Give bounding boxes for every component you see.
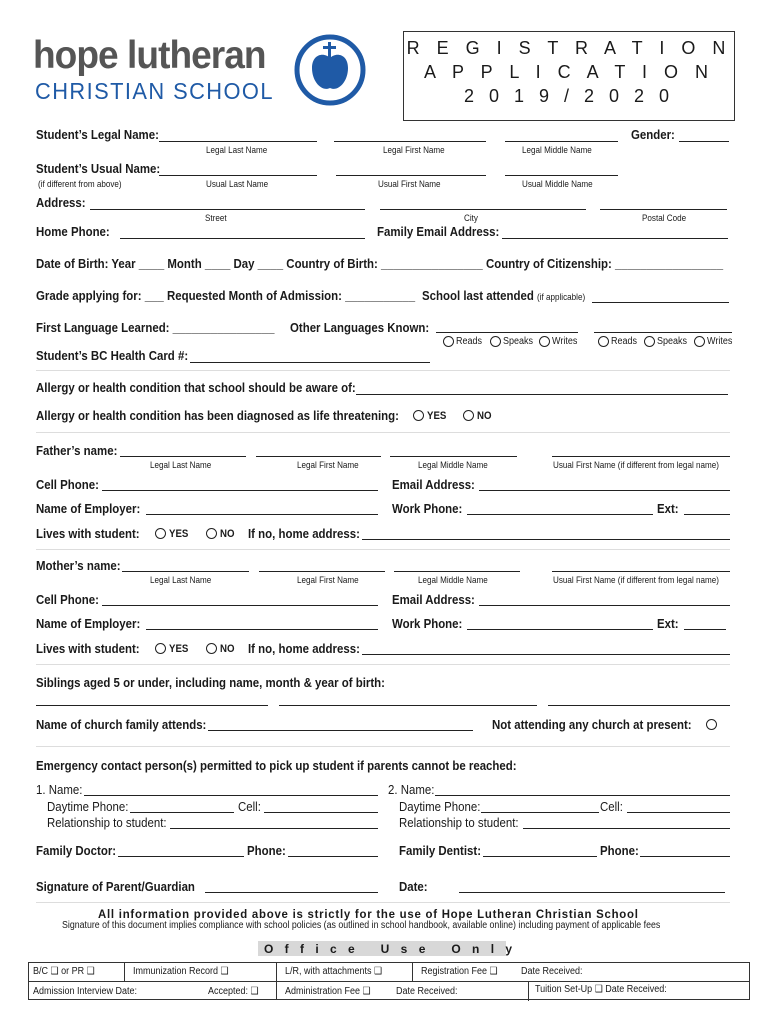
father-lives-label: Lives with student: [36, 526, 140, 541]
other-languages-label: Other Languages Known: [290, 320, 430, 335]
mother-email-label: Email Address: [392, 592, 475, 607]
emergency-2-cell-field[interactable] [627, 812, 730, 813]
father-usual-caption: Usual First Name (if different from legal name) [553, 460, 719, 470]
father-ext-label: Ext: [657, 501, 679, 516]
mother-name-label: Mother’s name: [36, 558, 121, 573]
logo-bottom-text: CHRISTIAN SCHOOL [35, 78, 274, 104]
other-language-1-field[interactable] [436, 332, 578, 333]
father-employer-label: Name of Employer: [36, 501, 141, 516]
student-legal-name-label: Student’s Legal Name: [36, 127, 159, 142]
health-card-label: Student’s BC Health Card #: [36, 348, 189, 363]
father-cell-field[interactable] [102, 490, 378, 491]
emergency-2-name-label: 2. Name: [388, 782, 435, 797]
interview-date: Admission Interview Date: [33, 986, 138, 997]
sibling-3-field[interactable] [548, 705, 730, 706]
legal-last-field[interactable] [159, 141, 317, 142]
father-lives-yes-radio[interactable] [155, 528, 166, 539]
emergency-2-daytime-field[interactable] [481, 812, 599, 813]
emergency-1-relationship-field[interactable] [170, 828, 378, 829]
postal-caption: Postal Code [642, 213, 687, 223]
mother-last-caption: Legal Last Name [150, 575, 212, 585]
city-field[interactable] [380, 209, 586, 210]
other-language-2-field[interactable] [594, 332, 732, 333]
signature-field[interactable] [205, 892, 378, 893]
father-last-field[interactable] [120, 456, 246, 457]
emergency-title: Emergency contact person(s) permitted to pick up student if parents cannot be reached: [36, 758, 517, 773]
father-if-no-label: If no, home address: [248, 526, 360, 541]
lang2-writes-label: Writes [707, 336, 733, 347]
father-last-caption: Legal Last Name [150, 460, 212, 470]
home-phone-field[interactable] [120, 238, 365, 239]
admin-fee-check[interactable]: Administration Fee ❑ [285, 986, 371, 997]
implies-text: Signature of this document implies compliance with school policies (as outlined in school handbook, available online) including payment of applicable fees [62, 920, 661, 931]
signature-label: Signature of Parent/Guardian [36, 879, 195, 894]
emergency-2-relationship-label: Relationship to student: [399, 815, 519, 830]
city-caption: City [464, 213, 478, 223]
mother-ext-field[interactable] [684, 629, 726, 630]
immunization-check[interactable]: Immunization Record ❑ [133, 966, 229, 977]
mother-employer-field[interactable] [146, 629, 378, 630]
divider [36, 370, 730, 371]
first-language-label: First Language Learned: ________________ [36, 320, 275, 335]
not-attending-radio[interactable] [706, 719, 717, 730]
mother-last-field[interactable] [122, 571, 249, 572]
address-label: Address: [36, 195, 86, 210]
doctor-label: Family Doctor: [36, 843, 117, 858]
office-use-label: O f f i c e U s e O n l y [264, 942, 517, 956]
church-field[interactable] [208, 730, 473, 731]
father-email-label: Email Address: [392, 477, 475, 492]
bc-pr-check[interactable]: B/C ❑ or PR ❑ [33, 966, 95, 977]
street-caption: Street [205, 213, 227, 223]
father-name-label: Father’s name: [36, 443, 118, 458]
father-lives-no-label: NO [220, 528, 235, 540]
allergy-field[interactable] [356, 394, 728, 395]
emergency-2-name-field[interactable] [435, 795, 730, 796]
emergency-2-relationship-field[interactable] [523, 828, 730, 829]
emergency-1-daytime-label: Daytime Phone: [47, 799, 129, 814]
doctor-phone-field[interactable] [288, 856, 378, 857]
usual-middle-field[interactable] [505, 175, 618, 176]
lang2-writes-radio[interactable] [694, 336, 705, 347]
lang1-speaks-label: Speaks [503, 336, 534, 347]
father-employer-field[interactable] [146, 514, 378, 515]
divider [36, 746, 730, 747]
father-home-address-field[interactable] [362, 539, 730, 540]
not-attending-label: Not attending any church at present: [492, 717, 692, 732]
family-email-label: Family Email Address: [377, 224, 500, 239]
if-applicable-caption: (if applicable) [537, 292, 586, 302]
usual-middle-caption: Usual Middle Name [522, 179, 593, 189]
mother-lives-yes-label: YES [169, 643, 189, 655]
mother-lives-yes-radio[interactable] [155, 643, 166, 654]
mother-lives-no-label: NO [220, 643, 235, 655]
home-phone-label: Home Phone: [36, 224, 110, 239]
reg-fee-check[interactable]: Registration Fee ❑ [421, 966, 498, 977]
lang1-reads-label: Reads [456, 336, 483, 347]
apple-cross-icon [294, 34, 366, 106]
emergency-1-cell-label: Cell: [238, 799, 261, 814]
legal-first-field[interactable] [334, 141, 486, 142]
usual-first-field[interactable] [336, 175, 486, 176]
lang2-speaks-radio[interactable] [644, 336, 655, 347]
father-first-caption: Legal First Name [297, 460, 359, 470]
date-field[interactable] [459, 892, 725, 893]
lang1-writes-radio[interactable] [539, 336, 550, 347]
gender-label: Gender: [631, 127, 675, 142]
doctor-phone-label: Phone: [247, 843, 286, 858]
lang1-writes-label: Writes [552, 336, 578, 347]
mother-home-address-field[interactable] [362, 654, 730, 655]
emergency-1-name-label: 1. Name: [36, 782, 83, 797]
mother-cell-label: Cell Phone: [36, 592, 99, 607]
lang1-speaks-radio[interactable] [490, 336, 501, 347]
divider [36, 432, 730, 433]
father-email-field[interactable] [479, 490, 730, 491]
usual-first-caption: Usual First Name [378, 179, 441, 189]
logo-top-text: hope lutheran [33, 34, 266, 77]
father-work-label: Work Phone: [392, 501, 463, 516]
divider [36, 664, 730, 665]
health-card-field[interactable] [190, 362, 430, 363]
dentist-phone-label: Phone: [600, 843, 639, 858]
school-last-field[interactable] [592, 302, 729, 303]
gender-field[interactable] [679, 141, 729, 142]
notice-text: All information provided above is strictly for the use of Hope Lutheran Christian School [98, 907, 639, 921]
date-received-2: Date Received: [396, 986, 458, 997]
father-usual-field[interactable] [552, 456, 730, 457]
father-work-field[interactable] [467, 514, 653, 515]
mother-first-field[interactable] [259, 571, 385, 572]
lang2-reads-label: Reads [611, 336, 638, 347]
allergy-label: Allergy or health condition that school should be aware of: [36, 380, 356, 395]
lang2-reads-radio[interactable] [598, 336, 609, 347]
sibling-1-field[interactable] [36, 705, 268, 706]
legal-middle-field[interactable] [505, 141, 618, 142]
mother-lives-no-radio[interactable] [206, 643, 217, 654]
life-threatening-yes-label: YES [427, 410, 447, 422]
father-middle-field[interactable] [390, 456, 517, 457]
mother-work-field[interactable] [467, 629, 653, 630]
dentist-phone-field[interactable] [640, 856, 730, 857]
father-lives-yes-label: YES [169, 528, 189, 540]
school-last-label: School last attended [422, 288, 534, 303]
date-received-1: Date Received: [521, 966, 583, 977]
mother-middle-caption: Legal Middle Name [418, 575, 488, 585]
sibling-2-field[interactable] [279, 705, 537, 706]
dentist-label: Family Dentist: [399, 843, 482, 858]
divider [36, 902, 730, 903]
father-ext-field[interactable] [684, 514, 730, 515]
accepted-check[interactable]: Accepted: ❑ [208, 986, 259, 997]
mother-cell-field[interactable] [102, 605, 378, 606]
postal-field[interactable] [600, 209, 727, 210]
lang1-reads-radio[interactable] [443, 336, 454, 347]
lang2-speaks-label: Speaks [657, 336, 688, 347]
family-email-field[interactable] [502, 238, 728, 239]
father-lives-no-radio[interactable] [206, 528, 217, 539]
emergency-1-cell-field[interactable] [264, 812, 378, 813]
tuition-check[interactable]: Tuition Set-Up ❑ Date Received: [535, 984, 667, 995]
mother-if-no-label: If no, home address: [248, 641, 360, 656]
emergency-1-relationship-label: Relationship to student: [47, 815, 167, 830]
grade-row: Grade applying for: ___ Requested Month of Admission: ___________ [36, 288, 416, 303]
mother-work-label: Work Phone: [392, 616, 463, 631]
mother-email-field[interactable] [479, 605, 730, 606]
mother-ext-label: Ext: [657, 616, 679, 631]
lr-check[interactable]: L/R, with attachments ❑ [285, 966, 383, 977]
life-threatening-no-label: NO [477, 410, 492, 422]
father-cell-label: Cell Phone: [36, 477, 99, 492]
legal-last-caption: Legal Last Name [206, 145, 268, 155]
dob-row: Date of Birth: Year ____ Month ____ Day ____ Country of Birth: ________________ Country of Citizenship: _________________ [36, 256, 724, 271]
allergy-life-label: Allergy or health condition has been diagnosed as life threatening: [36, 408, 399, 423]
title-line-2: A P P L I C A T I O N [423, 62, 715, 82]
life-threatening-yes-radio[interactable] [413, 410, 424, 421]
usual-last-field[interactable] [159, 175, 317, 176]
usual-last-caption: Usual Last Name [206, 179, 269, 189]
emergency-2-daytime-label: Daytime Phone: [399, 799, 481, 814]
emergency-2-cell-label: Cell: [600, 799, 623, 814]
title-line-1: R E G I S T R A T I O N [406, 38, 732, 58]
if-different-caption: (if different from above) [38, 179, 122, 189]
student-usual-name-label: Student’s Usual Name: [36, 161, 161, 176]
father-first-field[interactable] [256, 456, 381, 457]
emergency-1-name-field[interactable] [84, 795, 378, 796]
life-threatening-no-radio[interactable] [463, 410, 474, 421]
date-label: Date: [399, 879, 428, 894]
registration-title-box [403, 31, 735, 121]
legal-middle-caption: Legal Middle Name [522, 145, 592, 155]
divider [36, 549, 730, 550]
dentist-field[interactable] [483, 856, 597, 857]
church-label: Name of church family attends: [36, 717, 207, 732]
mother-usual-field[interactable] [552, 571, 730, 572]
father-middle-caption: Legal Middle Name [418, 460, 488, 470]
siblings-label: Siblings aged 5 or under, including name, month & year of birth: [36, 675, 385, 690]
mother-first-caption: Legal First Name [297, 575, 359, 585]
doctor-field[interactable] [118, 856, 244, 857]
street-field[interactable] [90, 209, 365, 210]
mother-middle-field[interactable] [394, 571, 520, 572]
legal-first-caption: Legal First Name [383, 145, 445, 155]
mother-lives-label: Lives with student: [36, 641, 140, 656]
title-line-3: 2 0 1 9 / 2 0 2 0 [463, 86, 675, 106]
mother-usual-caption: Usual First Name (if different from legal name) [553, 575, 719, 585]
mother-employer-label: Name of Employer: [36, 616, 141, 631]
emergency-1-daytime-field[interactable] [130, 812, 234, 813]
